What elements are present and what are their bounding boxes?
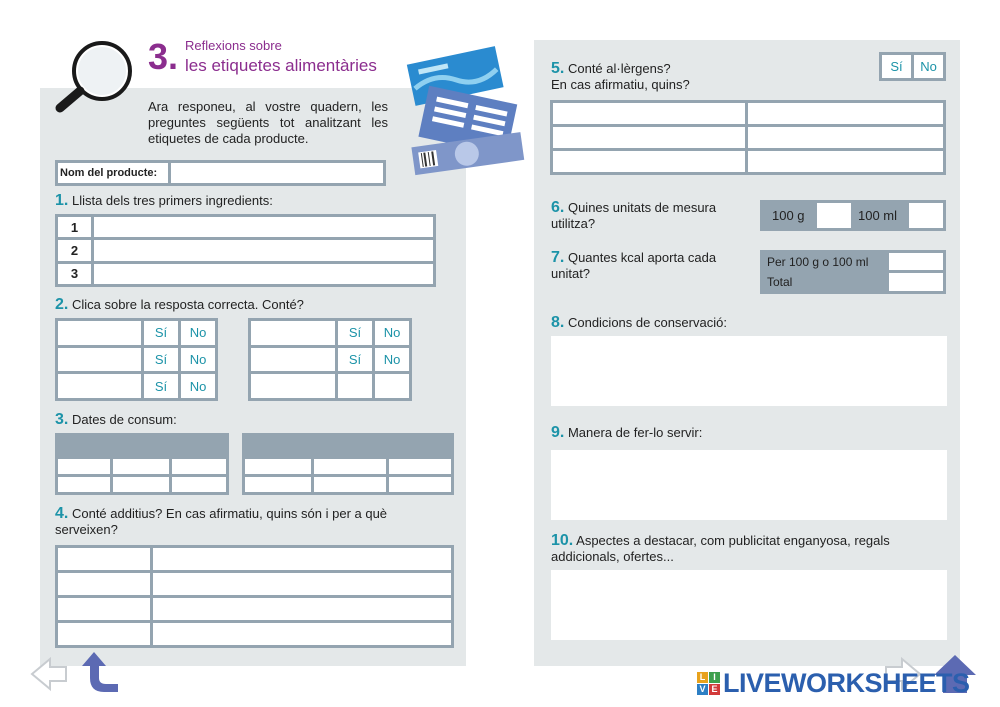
q1-ingredient-input-3[interactable] xyxy=(94,264,433,284)
q2-no-option[interactable]: No xyxy=(375,348,409,372)
q1-ingredient-input-1[interactable] xyxy=(94,217,433,237)
q2-yes-option[interactable]: Sí xyxy=(338,348,372,372)
q1-heading xyxy=(55,193,273,209)
q3-dates-table-right xyxy=(242,433,454,495)
q3-date-input[interactable] xyxy=(113,477,169,492)
q2-yes-option[interactable]: Sí xyxy=(144,374,178,398)
q6-unit-1-label: 100 g xyxy=(772,208,805,223)
q2-no-option[interactable]: No xyxy=(181,348,215,372)
q3-date-input[interactable] xyxy=(172,459,226,474)
q3-date-input[interactable] xyxy=(113,459,169,474)
q2-item-input[interactable] xyxy=(58,348,141,372)
q5-text-line-1: Conté al·lèrgens? xyxy=(567,61,671,76)
q5-yes-option[interactable]: Sí xyxy=(882,55,911,78)
q7-heading xyxy=(551,250,746,282)
q8-heading xyxy=(551,315,727,331)
q10-answer-area[interactable] xyxy=(551,570,947,640)
q8-text: Condicions de conservació: xyxy=(567,315,727,330)
q2-heading xyxy=(55,297,304,313)
q4-purpose-input[interactable] xyxy=(153,598,451,620)
q7-row-1-input[interactable] xyxy=(889,253,943,270)
q9-text: Manera de fer-lo servir: xyxy=(567,425,703,440)
back-arrow-icon[interactable] xyxy=(30,655,70,693)
q5-yes-no xyxy=(879,52,946,81)
q3-date-input[interactable] xyxy=(245,477,311,492)
q2-table-right xyxy=(248,318,412,401)
q5-no-option[interactable]: No xyxy=(914,55,943,78)
product-name-box xyxy=(55,160,386,186)
q6-units-box xyxy=(760,200,946,231)
q4-heading xyxy=(55,506,445,538)
q8-answer-area[interactable] xyxy=(551,336,947,406)
q1-row-number: 2 xyxy=(58,240,91,260)
q3-header-cell xyxy=(172,436,226,456)
q10-heading xyxy=(551,533,941,565)
q4-additives-table xyxy=(55,545,454,648)
q7-row-2-input[interactable] xyxy=(889,273,943,291)
q1-row-number: 1 xyxy=(58,217,91,237)
title-line-2: les etiquetes alimentàries xyxy=(185,56,377,75)
q9-number: 9. xyxy=(551,424,565,441)
q4-purpose-input[interactable] xyxy=(153,573,451,595)
q3-date-input[interactable] xyxy=(314,459,386,474)
q9-heading xyxy=(551,425,702,441)
q1-ingredients-table xyxy=(55,214,436,287)
q10-number: 10. xyxy=(551,532,574,549)
q3-date-input[interactable] xyxy=(58,459,110,474)
q3-heading xyxy=(55,412,177,428)
q6-unit-2-label: 100 ml xyxy=(858,208,898,223)
q2-item-input[interactable] xyxy=(251,374,335,398)
q1-text: Llista dels tres primers ingredients: xyxy=(71,193,273,208)
q2-number: 2. xyxy=(55,296,69,313)
q5-allergen-input[interactable] xyxy=(748,151,943,172)
q1-ingredient-input-2[interactable] xyxy=(94,240,433,260)
q5-allergen-input[interactable] xyxy=(748,127,943,148)
q3-header-cell xyxy=(113,436,169,456)
q2-yes-option[interactable]: Sí xyxy=(144,321,178,345)
q5-allergen-input[interactable] xyxy=(553,151,745,172)
q3-text: Dates de consum: xyxy=(71,412,177,427)
q4-purpose-input[interactable] xyxy=(153,548,451,570)
q2-no-option[interactable]: No xyxy=(375,321,409,345)
q4-additive-input[interactable] xyxy=(58,598,150,620)
q6-unit-2-input[interactable] xyxy=(909,203,943,228)
q2-yes-option[interactable]: Sí xyxy=(338,321,372,345)
q3-header-cell xyxy=(245,436,311,456)
q3-header-cell xyxy=(314,436,386,456)
q5-allergen-input[interactable] xyxy=(748,103,943,124)
logo-letter-grid xyxy=(697,672,720,695)
brand-name: LIVEWORKSHEETS xyxy=(723,668,970,698)
q3-date-input[interactable] xyxy=(58,477,110,492)
q2-text: Clica sobre la resposta correcta. Conté? xyxy=(71,297,304,312)
q5-heading xyxy=(551,61,690,93)
q2-item-input[interactable] xyxy=(251,348,335,372)
q6-heading xyxy=(551,200,746,232)
q9-answer-area[interactable] xyxy=(551,450,947,520)
q2-yes-option[interactable]: Sí xyxy=(144,348,178,372)
q4-additive-input[interactable] xyxy=(58,623,150,645)
intro-text: Ara responeu, al vostre quadern, les preguntes següents tot analitzant les etiquetes de cada producte. xyxy=(148,99,388,146)
q3-header-cell xyxy=(389,436,451,456)
q5-allergen-input[interactable] xyxy=(553,103,745,124)
q2-empty-cell xyxy=(338,374,372,398)
q4-purpose-input[interactable] xyxy=(153,623,451,645)
q1-number: 1. xyxy=(55,192,69,209)
logo-letter: E xyxy=(709,684,720,695)
q8-number: 8. xyxy=(551,314,565,331)
q7-row-2-label: Total xyxy=(767,275,793,289)
q3-date-input[interactable] xyxy=(314,477,386,492)
q6-text: Quines unitats de mesura utilitza? xyxy=(551,200,717,231)
q4-additive-input[interactable] xyxy=(58,548,150,570)
q3-date-input[interactable] xyxy=(245,459,311,474)
q10-text: Aspectes a destacar, com publicitat enganyosa, regals addicionals, ofertes... xyxy=(551,533,890,564)
q6-unit-1-input[interactable] xyxy=(817,203,851,228)
q2-table-left xyxy=(55,318,218,401)
logo-letter: L xyxy=(697,672,708,683)
logo-letter: I xyxy=(709,672,720,683)
q3-date-input[interactable] xyxy=(172,477,226,492)
q2-item-input[interactable] xyxy=(251,321,335,345)
q5-number: 5. xyxy=(551,60,565,77)
liveworksheets-logo xyxy=(697,668,970,699)
product-name-label: Nom del producte: xyxy=(58,163,168,183)
q2-item-input[interactable] xyxy=(58,374,141,398)
section-number: 3. xyxy=(148,36,179,77)
title-line-1: Reflexions sobre xyxy=(185,38,282,53)
q2-no-option[interactable]: No xyxy=(181,321,215,345)
q3-date-input[interactable] xyxy=(389,459,451,474)
q5-allergen-input[interactable] xyxy=(553,127,745,148)
magnifier-icon xyxy=(50,38,140,116)
return-arrow-icon[interactable] xyxy=(80,650,122,694)
q7-text: Quantes kcal aporta cada unitat? xyxy=(551,250,717,281)
q4-additive-input[interactable] xyxy=(58,573,150,595)
logo-letter: V xyxy=(697,684,708,695)
q6-number: 6. xyxy=(551,199,565,216)
q5-allergens-table xyxy=(550,100,946,175)
q7-number: 7. xyxy=(551,249,565,266)
q5-text-line-2: En cas afirmatiu, quins? xyxy=(551,77,690,92)
q3-header-cell xyxy=(58,436,110,456)
q2-no-option[interactable]: No xyxy=(181,374,215,398)
q3-date-input[interactable] xyxy=(389,477,451,492)
food-labels-illustration xyxy=(405,40,530,180)
q4-number: 4. xyxy=(55,505,69,522)
q3-dates-table-left xyxy=(55,433,229,495)
q7-kcal-box xyxy=(760,250,946,294)
q1-row-number: 3 xyxy=(58,264,91,284)
q2-item-input[interactable] xyxy=(58,321,141,345)
q2-empty-cell xyxy=(375,374,409,398)
q4-text: Conté additius? En cas afirmatiu, quins són i per a què serveixen? xyxy=(55,506,388,537)
product-name-input[interactable] xyxy=(171,163,383,183)
q3-number: 3. xyxy=(55,411,69,428)
q7-row-1-label: Per 100 g o 100 ml xyxy=(767,255,869,269)
